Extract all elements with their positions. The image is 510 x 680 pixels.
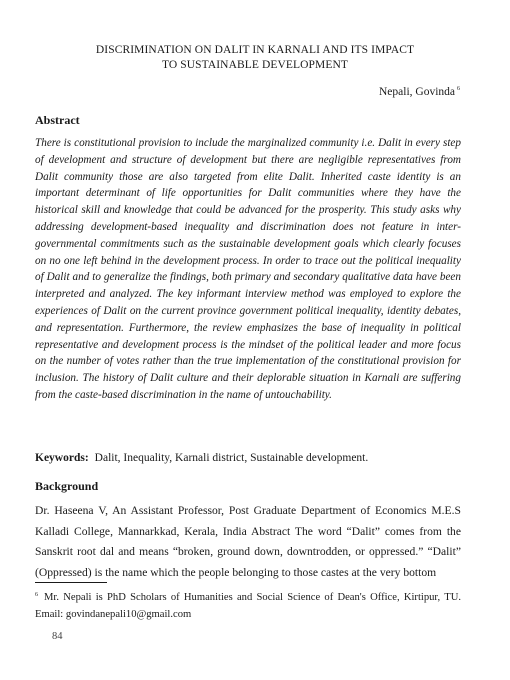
paper-title (40, 43, 470, 73)
keywords-label: Keywords: (35, 452, 89, 464)
footnote-text: Mr. Nepali is PhD Scholars of Humanities and Social Science of Dean's Office, Kirtipur, TU. Email: govindanepali10@gmail.com (35, 592, 461, 620)
title-line-2: TO SUSTAINABLE DEVELOPMENT (161, 59, 349, 71)
author-line (379, 86, 460, 98)
background-text: Dr. Haseena V, An Assistant Professor, Post Graduate Department of Economics M.E.S Kalladi College, Mannarkkad, Kerala, India Abstract The word “Dalit” comes from the Sanskrit root dal and means “broken, ground down, downtrodden, or oppressed.” “Dalit” (Oppressed) is the name which the people belonging to those castes at the very bottom (35, 504, 461, 579)
author-name: Nepali, Govinda (378, 86, 455, 98)
background-heading: Background (35, 479, 99, 493)
footnote (35, 587, 461, 623)
title-line-1: DISCRIMINATION ON DALIT IN KARNALI AND ITS IMPACT (95, 44, 415, 56)
footnote-divider (35, 582, 107, 583)
author-footnote-mark: 6 (457, 86, 460, 92)
abstract-heading: Abstract (35, 113, 80, 127)
footnote-mark: 6 (35, 592, 38, 598)
keywords-line (35, 452, 368, 464)
abstract-text: There is constitutional provision to include the marginalized community i.e. Dalit in every step of development and structure of development but there are negligible representatives from Dalit community those are also targeted from elite Dalit. Inherited caste identity is an important determinant of life opportunities for Dalit communities where they have the historical skill and knowledge that could be advanced for the prosperity. This study asks why addressing development-based inequality and discrimination does not feature in inter-governmental commitments such as the sustainable development goals which clearly focuses on no one left behind in the development process. In order to trace out the political inequality of Dalit and to generalize the findings, both primary and secondary qualitative data have been interpreted and analyzed. The key informant interview method was employed to explore the experiences of Dalit on the current province government political inequality, identity debates, and representation. Furthermore, the review emphasizes the base of inequality in political representative and development process is the mindset of the political leader and more focus on the number of votes rather than the true implementation of the constitutional provision for inclusion. The history of Dalit culture and their deplorable situation in Karnali are suffering from the caste-based discrimination in the name of untouchability. (35, 137, 461, 401)
page-number: 84 (52, 631, 63, 642)
keywords-text: Dalit, Inequality, Karnali district, Sustainable development. (94, 452, 369, 464)
